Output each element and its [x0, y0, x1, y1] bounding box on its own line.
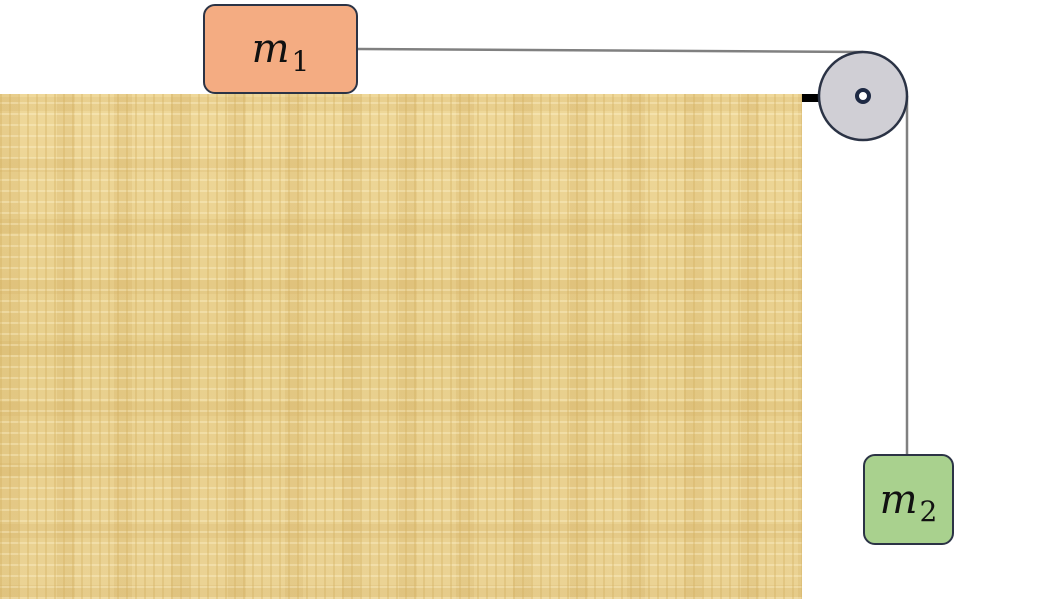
block-m2-subscript: 2 — [919, 495, 938, 528]
pulley-axle — [857, 90, 869, 102]
horizontal-string — [358, 49, 863, 52]
block-m1-subscript: 1 — [291, 44, 310, 78]
block-m2 — [863, 454, 954, 545]
block-m2-symbol: m — [879, 476, 918, 523]
block-m1 — [203, 4, 358, 94]
block-m1-symbol: m — [251, 26, 290, 72]
